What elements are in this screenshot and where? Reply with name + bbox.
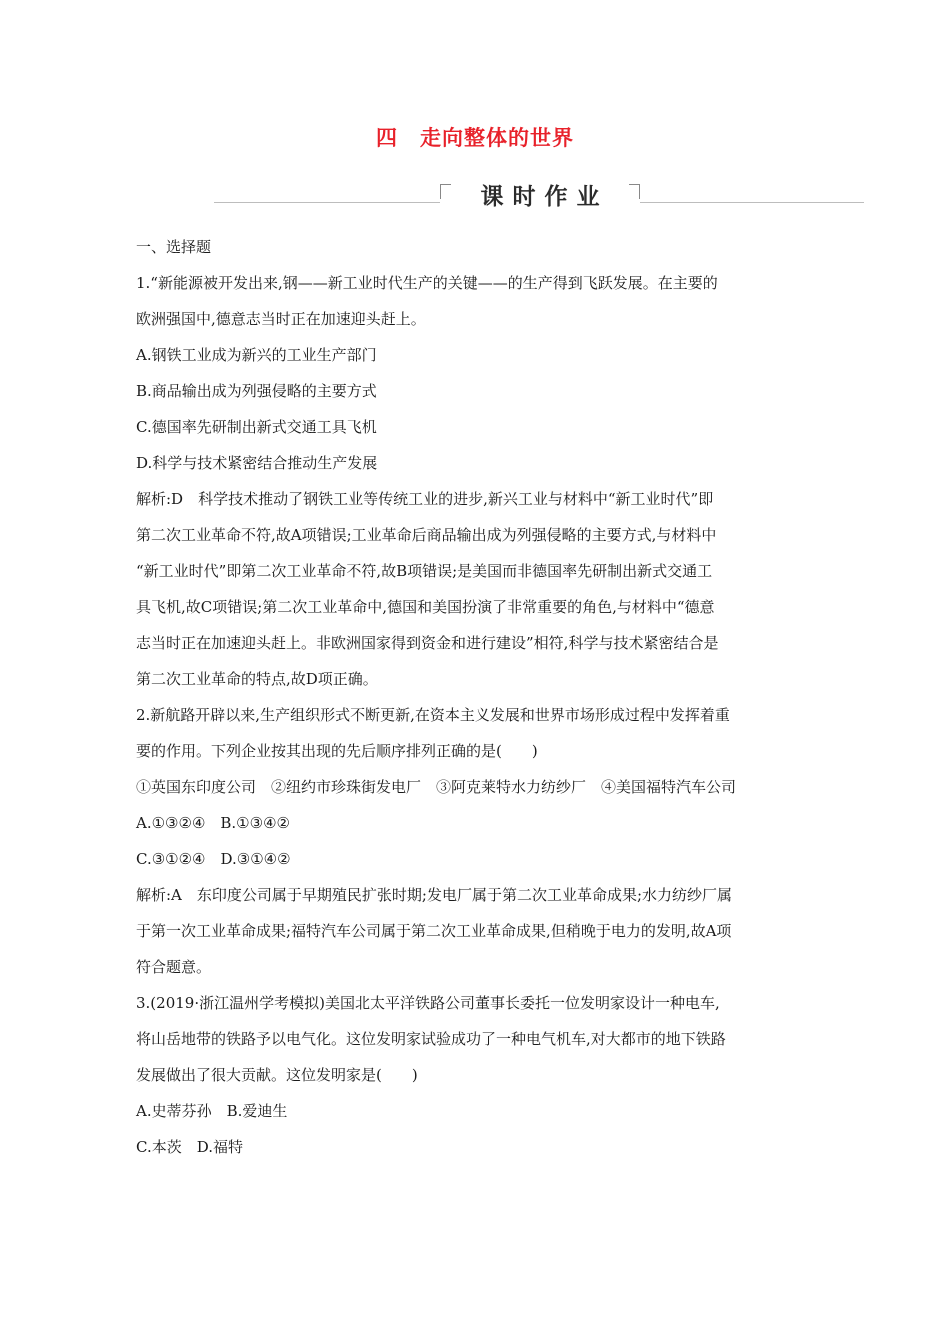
analysis-line: 于第一次工业革命成果;福特汽车公司属于第二次工业革命成果,但稍晚于电力的发明,故A项	[136, 922, 732, 940]
option-line: C.德国率先研制出新式交通工具飞机	[136, 418, 377, 436]
banner-label: 课时作业	[480, 184, 609, 210]
analysis-line: 符合题意。	[136, 958, 212, 976]
text-line: 将山岳地带的铁路予以电气化。这位发明家试验成功了一种电气机车,对大都市的地下铁路	[136, 1030, 726, 1048]
section-heading: 一、选择题	[136, 238, 212, 256]
analysis-line: 第二次工业革命不符,故A项错误;工业革命后商品输出成为列强侵略的主要方式,与材料中	[136, 526, 717, 544]
text-line: 要的作用。下列企业按其出现的先后顺序排列正确的是( )	[136, 742, 538, 760]
text-line: 1.“新能源被开发出来,钢——新工业时代生产的关键——的生产得到飞跃发展。在主要的	[136, 274, 718, 292]
analysis-line: 第二次工业革命的特点,故D项正确。	[136, 670, 378, 688]
text-line: 3.(2019·浙江温州学考模拟)美国北太平洋铁路公司董事长委托一位发明家设计一种电车,	[136, 994, 720, 1012]
document-body	[136, 229, 816, 1165]
analysis-line: “新工业时代”即第二次工业革命不符,故B项错误;是美国而非德国率先研制出新式交通工	[136, 562, 713, 580]
option-line: A.①③②④ B.①③④②	[136, 814, 290, 832]
analysis-line: 具飞机,故C项错误;第二次工业革命中,德国和美国扮演了非常重要的角色,与材料中“德意	[136, 598, 715, 616]
option-line: D.科学与技术紧密结合推动生产发展	[136, 454, 378, 472]
text-line: 2.新航路开辟以来,生产组织形式不断更新,在资本主义发展和世界市场形成过程中发挥着重	[136, 706, 730, 724]
option-line: C.③①②④ D.③①④②	[136, 850, 291, 868]
banner-box	[440, 178, 640, 212]
option-line: C.本茨 D.福特	[136, 1138, 243, 1156]
option-line: A.史蒂芬孙 B.爱迪生	[136, 1102, 288, 1120]
section-banner	[214, 178, 864, 214]
analysis-line: 解析:D 科学技术推动了钢铁工业等传统工业的进步,新兴工业与材料中“新工业时代”即	[136, 490, 714, 508]
option-line: A.钢铁工业成为新兴的工业生产部门	[136, 346, 377, 364]
analysis-line: 志当时正在加速迎头赶上。非欧洲国家得到资金和进行建设”相符,科学与技术紧密结合是	[136, 634, 719, 652]
text-line: 发展做出了很大贡献。这位发明家是( )	[136, 1066, 418, 1084]
text-line: 欧洲强国中,德意志当时正在加速迎头赶上。	[136, 310, 426, 328]
page-title: 四 走向整体的世界	[376, 126, 574, 150]
option-line: B.商品输出成为列强侵略的主要方式	[136, 382, 377, 400]
text-line: ①英国东印度公司 ②纽约市珍珠街发电厂 ③阿克莱特水力纺纱厂 ④美国福特汽车公司	[136, 778, 737, 796]
analysis-line: 解析:A 东印度公司属于早期殖民扩张时期;发电厂属于第二次工业革命成果;水力纺纱厂属	[136, 886, 732, 904]
